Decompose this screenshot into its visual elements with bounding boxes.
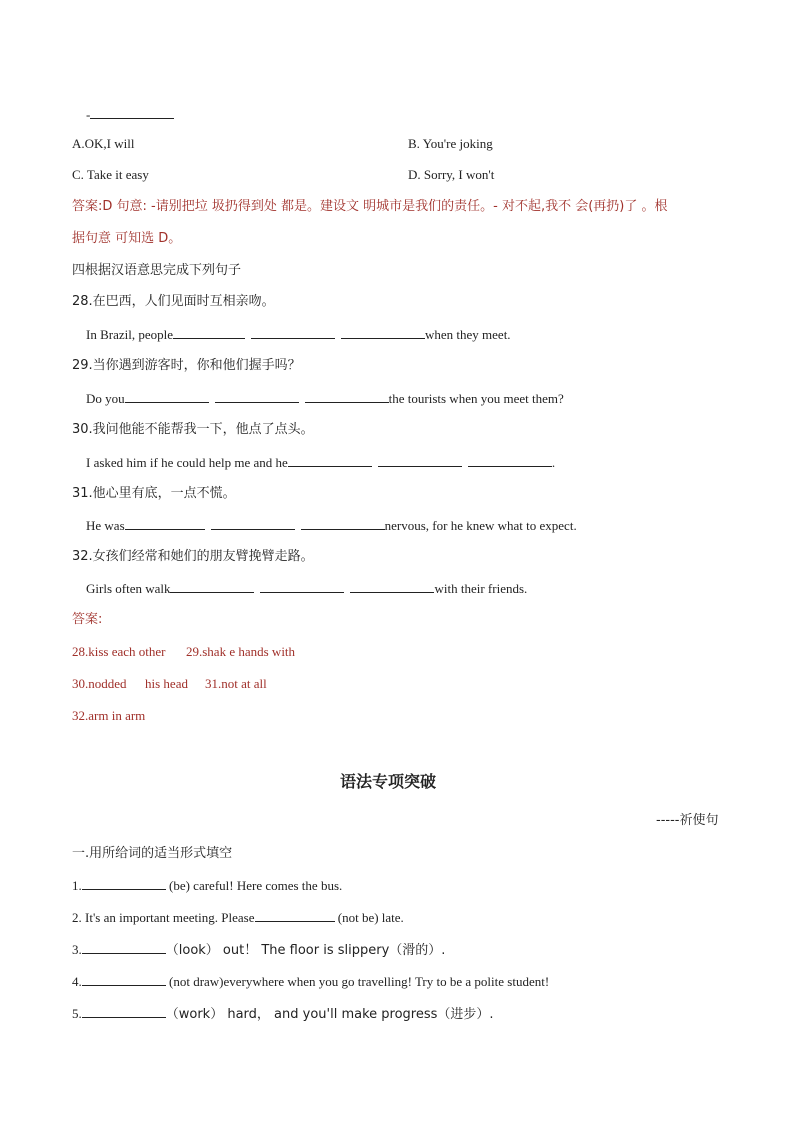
answers-label: 答案:	[72, 612, 103, 627]
section-heading: 四根据汉语意思完成下列句子	[72, 263, 242, 278]
question-32-chinese: 32.女孩们经常和她们的朋友臂挽臂走路。	[72, 549, 314, 564]
answer-28: 28.kiss each other	[72, 644, 166, 659]
answer-blank[interactable]	[125, 390, 209, 403]
question-31-chinese: 31.他心里有底，一点不慌。	[72, 486, 236, 501]
option-b: B. You're joking	[408, 136, 493, 151]
answer-30-part2: his head	[145, 676, 188, 691]
answer-explanation-line1: 答案:D 句意: -请别把垃 圾扔得到处 都是。建设文 明城市是我们的责任。- 对不起,我不 会(再扔)了 。根	[72, 199, 668, 214]
option-c: C. Take it easy	[72, 167, 149, 182]
question-31-english: He was nervous, for he knew what to expect.	[86, 518, 577, 533]
answer-blank[interactable]	[90, 106, 174, 119]
exercise-item-2: 2. It's an important meeting. Please (not be) late.	[72, 910, 404, 925]
answer-blank[interactable]	[215, 390, 299, 403]
answer-blank[interactable]	[82, 877, 166, 890]
option-d: D. Sorry, I won't	[408, 167, 495, 182]
exercise-item-5: 5. （work） hard， and you'll make progress（进步）.	[72, 1006, 494, 1022]
answer-blank[interactable]	[255, 909, 335, 922]
exercise-item-3: 3. （look） out！ The floor is slippery（滑的）.	[72, 942, 446, 958]
exercise-heading: 一.用所给词的适当形式填空	[72, 846, 233, 861]
answer-blank[interactable]	[251, 326, 335, 339]
question-29-english: Do you the tourists when you meet them?	[86, 391, 564, 406]
answer-blank[interactable]	[211, 517, 295, 530]
answer-blank[interactable]	[468, 454, 552, 467]
section-title: 语法专项突破	[340, 772, 437, 791]
answer-blank[interactable]	[341, 326, 425, 339]
question-30-english: I asked him if he could help me and he .	[86, 455, 556, 470]
question-stem-blank: -	[86, 106, 174, 123]
answer-31: 31.not at all	[205, 676, 267, 691]
answer-blank[interactable]	[125, 517, 205, 530]
answer-blank[interactable]	[170, 580, 254, 593]
answer-blank[interactable]	[301, 517, 385, 530]
answer-blank[interactable]	[378, 454, 462, 467]
answer-blank[interactable]	[260, 580, 344, 593]
answer-blank[interactable]	[350, 580, 434, 593]
answer-blank[interactable]	[82, 1005, 166, 1018]
answer-blank[interactable]	[82, 941, 166, 954]
answer-29: 29.shak e hands with	[186, 644, 296, 659]
question-30-chinese: 30.我问他能不能帮我一下，他点了点头。	[72, 422, 314, 437]
answer-blank[interactable]	[305, 390, 389, 403]
question-29-chinese: 29.当你遇到游客时，你和他们握手吗？	[72, 358, 301, 373]
answer-30-part1: 30.nodded	[72, 676, 127, 691]
exercise-item-1: 1. (be) careful! Here comes the bus.	[72, 878, 343, 893]
answer-32: 32.arm in arm	[72, 708, 146, 723]
section-subtitle: -----祈使句	[656, 813, 719, 828]
question-32-english: Girls often walk with their friends.	[86, 581, 528, 596]
question-28-english: In Brazil, people when they meet.	[86, 327, 511, 342]
question-28-chinese: 28.在巴西，人们见面时互相亲吻。	[72, 294, 275, 309]
exercise-item-4: 4. (not draw)everywhere when you go travelling! Try to be a polite student!	[72, 974, 550, 989]
answer-blank[interactable]	[288, 454, 372, 467]
option-a: A.OK,I will	[72, 136, 135, 151]
answer-blank[interactable]	[173, 326, 245, 339]
answer-blank[interactable]	[82, 973, 166, 986]
answer-explanation-line2: 据句意 可知选 D。	[72, 231, 182, 246]
